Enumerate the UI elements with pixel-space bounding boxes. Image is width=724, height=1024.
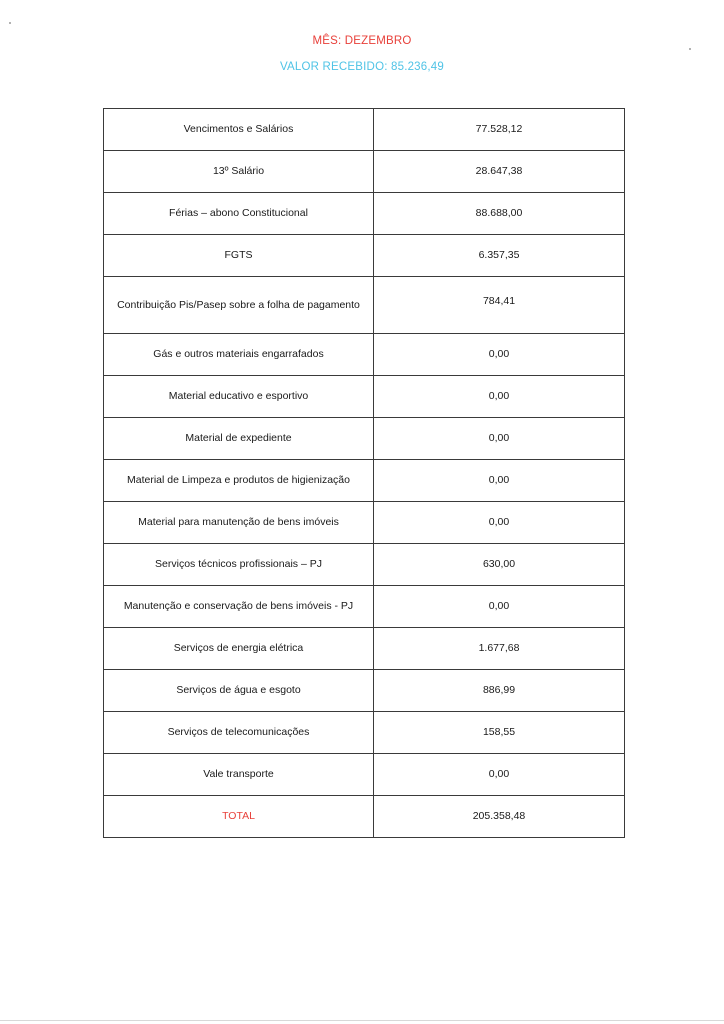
expense-label: Material para manutenção de bens imóveis: [104, 502, 374, 544]
expense-label: Serviços de telecomunicações: [104, 712, 374, 754]
expense-value: 6.357,35: [374, 235, 625, 277]
expense-value: 0,00: [374, 376, 625, 418]
table-row: [104, 376, 625, 418]
table-row: [104, 109, 625, 151]
expenses-table: [103, 108, 625, 838]
expense-label: Material de expediente: [104, 418, 374, 460]
table-row: [104, 628, 625, 670]
table-row: [104, 193, 625, 235]
expense-value: 0,00: [374, 418, 625, 460]
amount-received-heading: VALOR RECEBIDO: 85.236,49: [280, 61, 444, 73]
expense-label: Manutenção e conservação de bens imóveis - PJ: [104, 586, 374, 628]
expense-label: FGTS: [104, 235, 374, 277]
expense-value: 88.688,00: [374, 193, 625, 235]
expense-value: 886,99: [374, 670, 625, 712]
table-row: [104, 502, 625, 544]
scan-edge-line: [0, 1020, 724, 1021]
expense-label: Vencimentos e Salários: [104, 109, 374, 151]
expense-label: Serviços de energia elétrica: [104, 628, 374, 670]
scan-speck: [689, 48, 691, 50]
total-row: [104, 796, 625, 838]
expense-label: Vale transporte: [104, 754, 374, 796]
expense-label: Material educativo e esportivo: [104, 376, 374, 418]
total-value: 205.358,48: [374, 796, 625, 838]
table-row: [104, 235, 625, 277]
month-heading: MÊS: DEZEMBRO: [312, 35, 412, 47]
scan-speck: [9, 22, 11, 24]
table-row: [104, 151, 625, 193]
expense-value: 0,00: [374, 502, 625, 544]
table-row: [104, 670, 625, 712]
expense-label: Gás e outros materiais engarrafados: [104, 334, 374, 376]
table-row: [104, 544, 625, 586]
table-row: [104, 418, 625, 460]
table-row: [104, 586, 625, 628]
expense-value: 630,00: [374, 544, 625, 586]
table-row: [104, 460, 625, 502]
expense-label: 13º Salário: [104, 151, 374, 193]
expense-value: 0,00: [374, 586, 625, 628]
table-row: [104, 277, 625, 334]
expense-value: 77.528,12: [374, 109, 625, 151]
expense-value: 0,00: [374, 460, 625, 502]
expense-value: 0,00: [374, 334, 625, 376]
expense-value: 0,00: [374, 754, 625, 796]
table-row: [104, 334, 625, 376]
expense-label: Contribuição Pis/Pasep sobre a folha de pagamento: [104, 277, 374, 334]
expense-value: 784,41: [374, 277, 625, 334]
expense-label: Material de Limpeza e produtos de higienização: [104, 460, 374, 502]
expense-value: 28.647,38: [374, 151, 625, 193]
table-row: [104, 712, 625, 754]
expense-label: Férias – abono Constitucional: [104, 193, 374, 235]
expense-label: Serviços técnicos profissionais – PJ: [104, 544, 374, 586]
table-row: [104, 754, 625, 796]
expense-label: Serviços de água e esgoto: [104, 670, 374, 712]
expense-value: 1.677,68: [374, 628, 625, 670]
total-label: TOTAL: [104, 796, 374, 838]
expense-value: 158,55: [374, 712, 625, 754]
